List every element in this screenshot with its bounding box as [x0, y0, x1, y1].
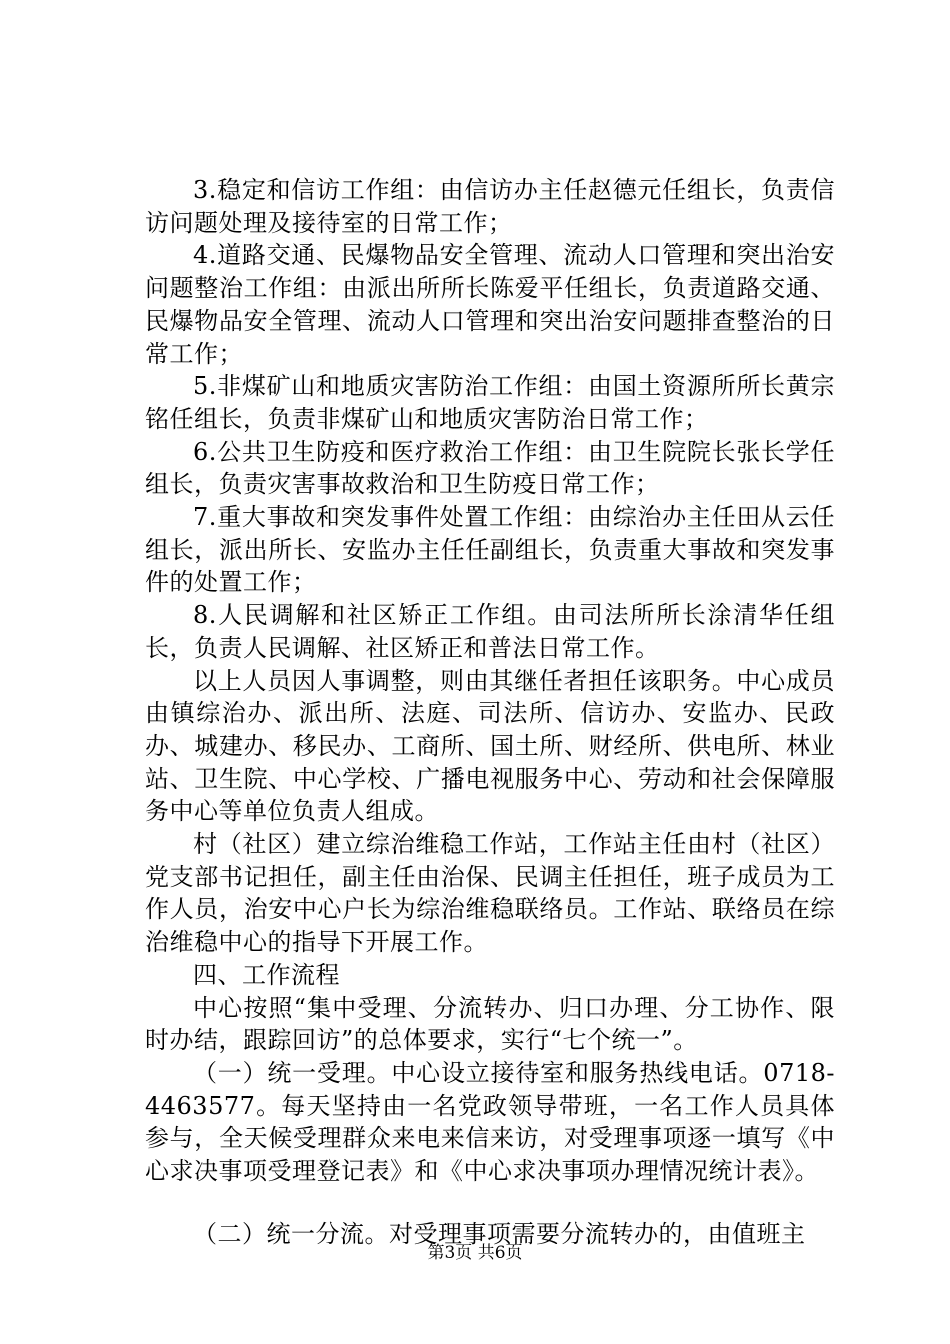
- paragraph-unified-acceptance: （一）统一受理。中心设立接待室和服务热线电话。0718-4463577。每天坚持由一名党政领导带班，一名工作人员具体参与，全天候受理群众来电来信来访，对受理事项逐一填写《中心求决事项受理登记表》和《中心求决事项办理情况统计表》。: [145, 1058, 835, 1186]
- document-body: [145, 174, 835, 1251]
- paragraph-center-members: 以上人员因人事调整，则由其继任者担任该职务。中心成员由镇综治办、派出所、法庭、司法所、信访办、安监办、民政办、城建办、移民办、工商所、国土所、财经所、供电所、林业站、卫生院、中心学校、广播电视服务中心、劳动和社会保障服务中心等单位负责人组成。: [145, 666, 835, 826]
- page-number-footer: 第3页 共6页: [427, 1243, 523, 1263]
- paragraph-workflow-overview: 中心按照“集中受理、分流转办、归口办理、分工协作、限时办结，跟踪回访”的总体要求，实行“七个统一”。: [145, 993, 835, 1055]
- paragraph-stability-petition-group: 3.稳定和信访工作组：由信访办主任赵德元任组长，负责信访问题处理及接待室的日常工作；: [145, 176, 835, 237]
- paragraph-emergency-group: 7.重大事故和突发事件处置工作组：由综治办主任田从云任组长，派出所长、安监办主任任副组长，负责重大事故和突发事件的处置工作；: [145, 503, 835, 597]
- paragraph-village-station: 村（社区）建立综治维稳工作站，工作站主任由村（社区）党支部书记担任，副主任由治保、民调主任担任，班子成员为工作人员，治安中心户长为综治维稳联络员。工作站、联络员在综治维稳中心的指导下开展工作。: [145, 830, 835, 957]
- paragraph-mediation-group: 8.人民调解和社区矫正工作组。由司法所所长涂清华任组长，负责人民调解、社区矫正和普法日常工作。: [145, 601, 835, 662]
- paragraph-traffic-security-group: 4.道路交通、民爆物品安全管理、流动人口管理和突出治安问题整治工作组：由派出所所长陈爱平任组长，负责道路交通、民爆物品安全管理、流动人口管理和突出治安问题排查整治的日常工作；: [145, 241, 835, 368]
- paragraph-unified-distribution: （二）统一分流。对受理事项需要分流转办的，由值班主: [193, 1219, 806, 1248]
- section-heading-workflow: 四、工作流程: [193, 960, 340, 989]
- paragraph-public-health-group: 6.公共卫生防疫和医疗救治工作组：由卫生院院长张长学任组长，负责灾害事故救治和卫生防疫日常工作；: [145, 437, 835, 499]
- paragraph-mining-geology-group: 5.非煤矿山和地质灾害防治工作组：由国土资源所所长黄宗铭任组长，负责非煤矿山和地质灾害防治日常工作；: [145, 372, 835, 433]
